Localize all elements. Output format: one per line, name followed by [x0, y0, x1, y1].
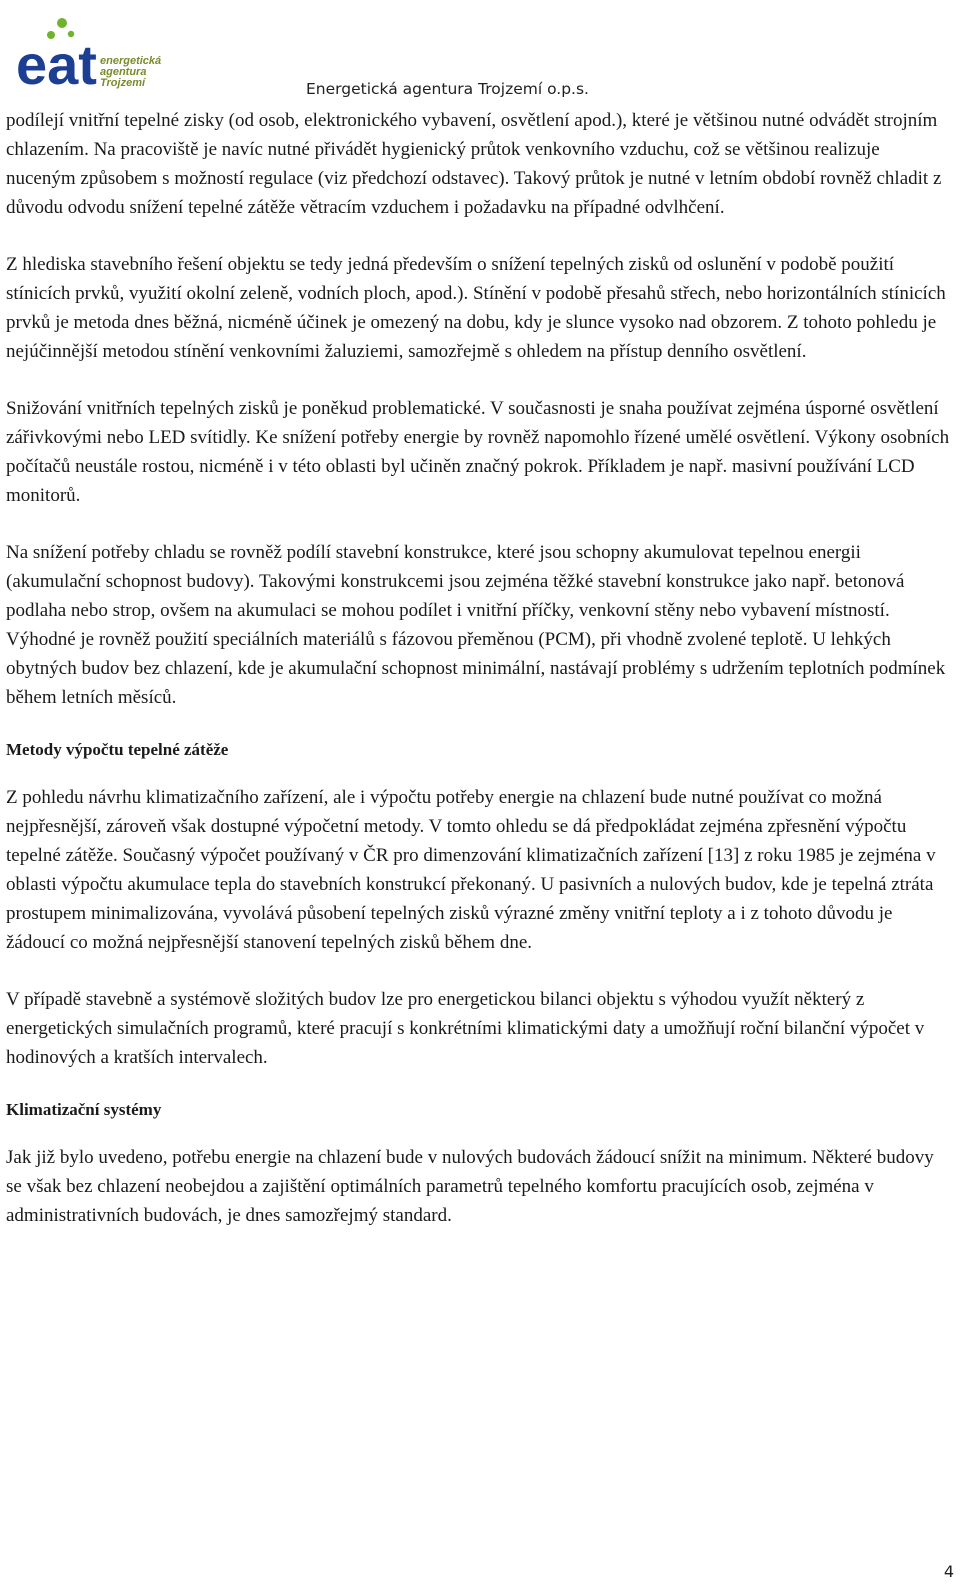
- paragraph: Z pohledu návrhu klimatizačního zařízení, ale i výpočtu potřeby energie na chlazení bude nutné používat co možná nejpřesnější, zároveň však dostupné výpočetní metody. V tomto ohledu se dá předpokládat zejména zpřesnění výpočtu tepelné zátěže. Současný výpočet používaný v ČR pro dimenzování klimatizačních zařízení [13] z roku 1985 je zejména v oblasti výpočtu akumulace tepla do stavebních konstrukcí překonaný. U pasivních a nulových budov, kde je tepelná ztráta prostupem minimalizována, vyvolává působení tepelných zisků výrazné změny vnitřní teploty a i z tohoto důvodu je žádoucí co možná nejpřesnější stanovení tepelných zisků během dne.: [6, 787, 936, 953]
- logo-wordmark: eat: [16, 33, 97, 92]
- eat-logo: [14, 14, 184, 92]
- logo-tagline: energetická agentura Trojzemí: [100, 55, 162, 89]
- section-heading: Klimatizační systémy: [6, 1100, 162, 1119]
- paragraph: Na snížení potřeby chladu se rovněž podílí stavební konstrukce, které jsou schopny akumulovat tepelnou energii (akumulační schopnost budovy). Takovými konstrukcemi jsou zejména těžké stavební konstrukce jako např. betonová podlaha nebo strop, ovšem na akumulaci se mohou podílet i vnitřní příčky, venkovní stěny nebo vybavení místností. Výhodné je rovněž použití speciálních materiálů s fázovou přeměnou (PCM), při vhodně zvolené teplotě. U lehkých obytných budov bez chlazení, kde je akumulační schopnost minimální, nastávají problémy s udržením teplotních podmínek během letních měsíců.: [6, 542, 946, 708]
- paragraph: V případě stavebně a systémově složitých budov lze pro energetickou bilanci objektu s výhodou využít některý z energetických simulačních programů, které pracují s konkrétními klimatickými daty a umožňují roční bilanční výpočet v hodinových a kratších intervalech.: [6, 989, 925, 1068]
- paragraph: Z hlediska stavebního řešení objektu se tedy jedná především o snížení tepelných zisků od oslunění v podobě použití stínicích prvků, využití okolní zeleně, vodních ploch, apod.). Stínění v podobě přesahů střech, nebo horizontálních stínicích prvků je metoda dnes běžná, nicméně účinek je omezený na dobu, kdy je slunce vysoko nad obzorem. Z tohoto pohledu je nejúčinnější metodou stínění venkovními žaluziemi, samozřejmě s ohledem na přístup denního osvětlení.: [6, 254, 946, 362]
- document-body: [6, 106, 952, 1230]
- page-number: 4: [943, 1562, 954, 1581]
- organization-name: Energetická agentura Trojzemí o.p.s.: [306, 80, 589, 98]
- paragraph: Jak již bylo uvedeno, potřebu energie na chlazení bude v nulových budovách žádoucí snížit na minimum. Některé budovy se však bez chlazení neobejdou a zajištění optimálních parametrů tepelného komfortu pracujících osob, zejména v administrativních budovách, je dnes samozřejmý standard.: [6, 1147, 934, 1226]
- page-header: [0, 0, 960, 100]
- paragraph: podílejí vnitřní tepelné zisky (od osob, elektronického vybavení, osvětlení apod.), které je většinou nutné odvádět strojním chlazením. Na pracoviště je navíc nutné přivádět hygienický průtok venkovního vzduchu, což se většinou realizuje nuceným způsobem s možností regulace (viz předchozí odstavec). Takový průtok je nutné v letním období rovněž chladit z důvodu odvodu snížení tepelné zátěže větracím vzduchem i požadavku na případné odvlhčení.: [6, 110, 942, 218]
- section-heading: Metody výpočtu tepelné zátěže: [6, 740, 229, 759]
- paragraph: Snižování vnitřních tepelných zisků je poněkud problematické. V současnosti je snaha používat zejména úsporné osvětlení zářivkovými nebo LED svítidly. Ke snížení potřeby energie by rovněž napomohlo řízené umělé osvětlení. Výkony osobních počítačů neustále rostou, nicméně i v této oblasti byl učiněn značný pokrok. Příkladem je např. masivní používání LCD monitorů.: [6, 398, 950, 506]
